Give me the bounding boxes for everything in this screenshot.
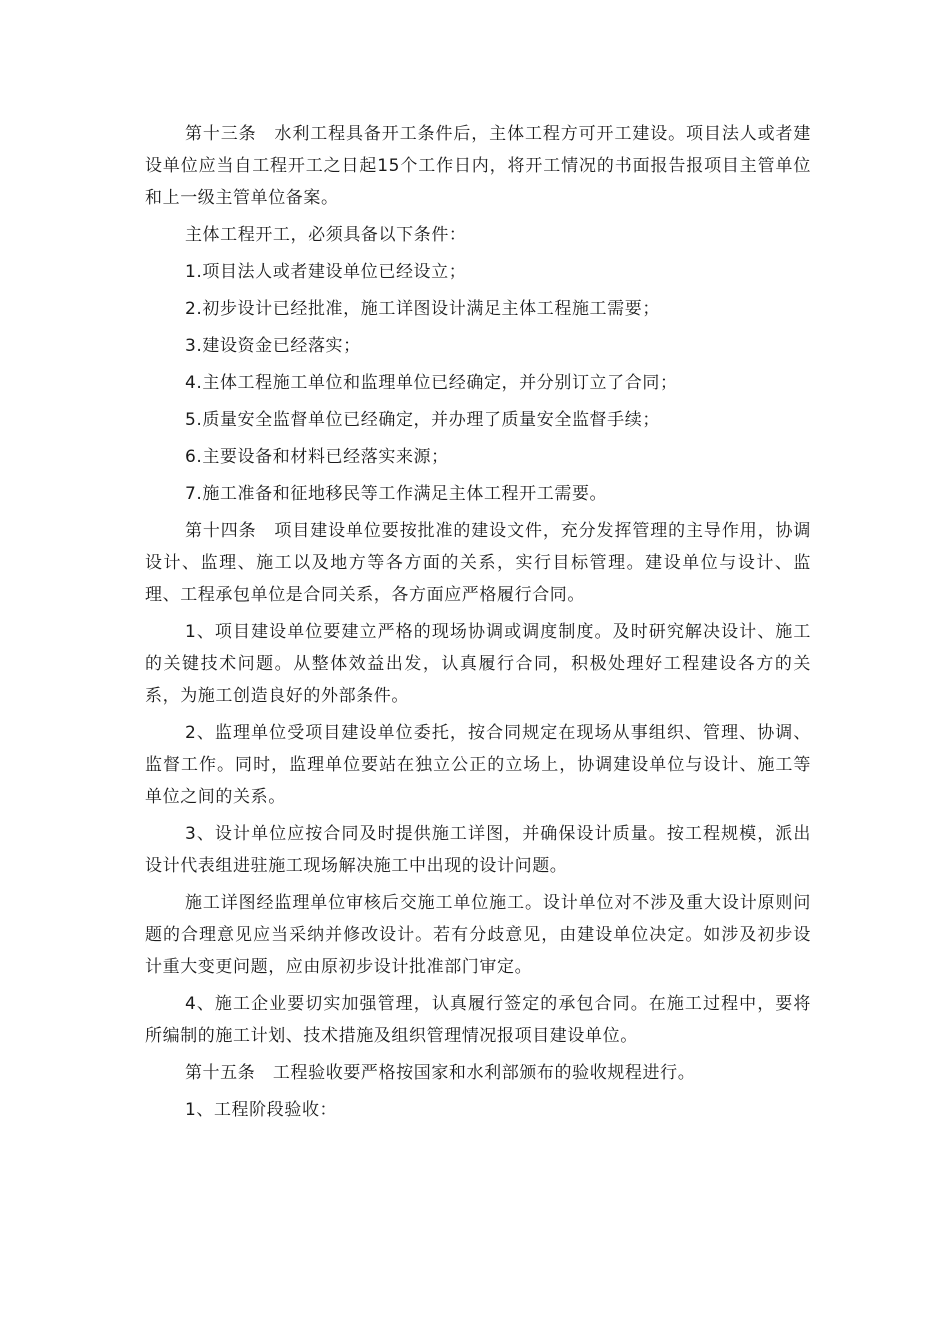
list-item-condition-5: 5.质量安全监督单位已经确定，并办理了质量安全监督手续；: [184, 410, 660, 430]
paragraph-article-13: 第十三条 水利工程具备开工条件后，主体工程方可开工建设。项目法人或者建设单位应当自工程开工之日起15个工作日内，将开工情况的书面报告报项目主管单位和上一级主管单位备案。: [145, 124, 811, 208]
document-body: [145, 118, 811, 1131]
paragraph-article-15-item-1: 1、工程阶段验收：: [184, 1100, 338, 1120]
list-item-condition-1: 1.项目法人或者建设单位已经设立；: [184, 262, 467, 282]
list-item-condition-4: 4.主体工程施工单位和监理单位已经确定，并分别订立了合同；: [184, 373, 678, 393]
paragraph-article-14-item-2: 2、监理单位受项目建设单位委托，按合同规定在现场从事组织、管理、协调、监督工作。同时，监理单位要站在独立公正的立场上，协调建设单位与设计、施工等单位之间的关系。: [145, 723, 811, 807]
list-item-condition-3: 3.建设资金已经落实；: [184, 336, 361, 356]
list-item-condition-6: 6.主要设备和材料已经落实来源；: [184, 447, 449, 467]
paragraph-article-14-item-1: 1、项目建设单位要建立严格的现场协调或调度制度。及时研究解决设计、施工的关键技术问题。从整体效益出发，认真履行合同，积极处理好工程建设各方的关系，为施工创造良好的外部条件。: [145, 622, 811, 706]
list-item-condition-2: 2.初步设计已经批准，施工详图设计满足主体工程施工需要；: [184, 299, 660, 319]
paragraph-conditions-intro: 主体工程开工，必须具备以下条件：: [184, 225, 467, 245]
paragraph-article-14-item-4: 4、施工企业要切实加强管理，认真履行签定的承包合同。在施工过程中，要将所编制的施工计划、技术措施及组织管理情况报项目建设单位。: [145, 994, 811, 1046]
paragraph-design-review: 施工详图经监理单位审核后交施工单位施工。设计单位对不涉及重大设计原则问题的合理意见应当采纳并修改设计。若有分歧意见，由建设单位决定。如涉及初步设计重大变更问题，应由原初步设计批准部门审定。: [145, 893, 811, 977]
paragraph-article-14-item-3: 3、设计单位应按合同及时提供施工详图，并确保设计质量。按工程规模，派出设计代表组进驻施工现场解决施工中出现的设计问题。: [145, 824, 811, 876]
paragraph-article-14: 第十四条 项目建设单位要按批准的建设文件，充分发挥管理的主导作用，协调设计、监理、施工以及地方等各方面的关系，实行目标管理。建设单位与设计、监理、工程承包单位是合同关系，各方面应严格履行合同。: [145, 521, 811, 605]
list-item-condition-7: 7.施工准备和征地移民等工作满足主体工程开工需要。: [184, 484, 608, 504]
paragraph-article-15: 第十五条 工程验收要严格按国家和水利部颁布的验收规程进行。: [184, 1063, 696, 1083]
